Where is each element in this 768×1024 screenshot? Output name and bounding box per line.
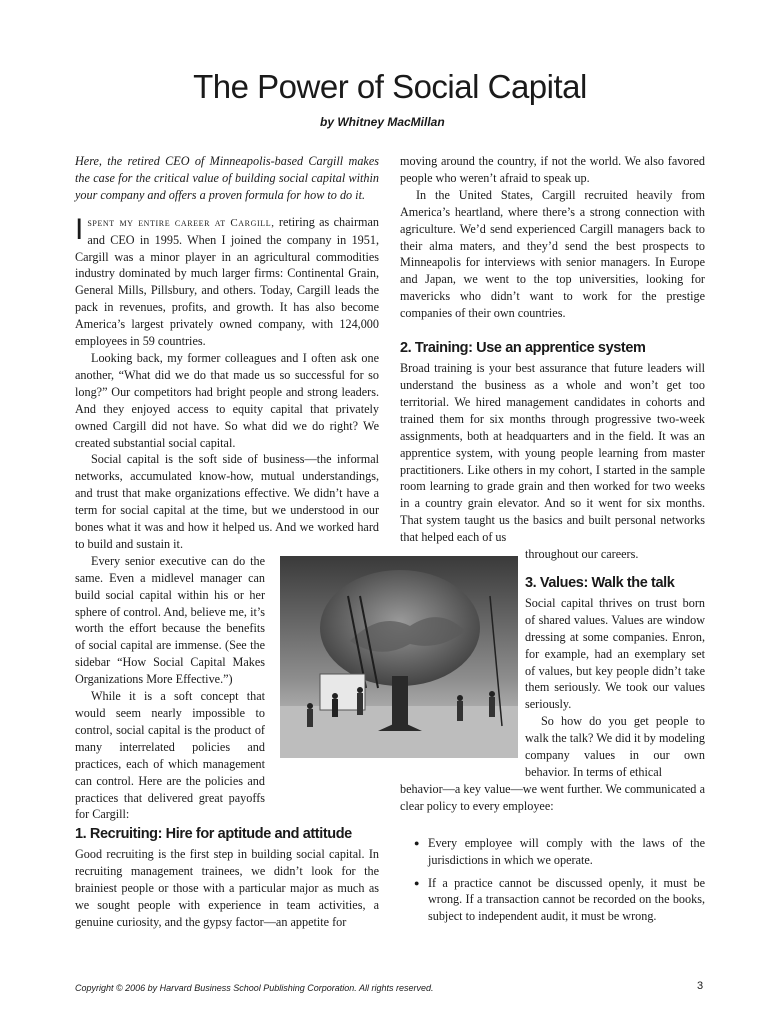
- intro-deck: Here, the retired CEO of Minneapolis-based Cargill makes the case for the critical value of building social capital within your company and offers a proven formula for how to do it.: [75, 154, 379, 202]
- article-title: The Power of Social Capital: [193, 68, 587, 105]
- section-2-heading: 2. Training: Use an apprentice system: [400, 340, 646, 357]
- paragraph-2: Looking back, my former colleagues and I often ask one another, “What did we do that made us so successful for so long?” Our competitors had bright people and strong leaders. And they enjoyed access to equity capital that privately owned Cargill did not have. So what did we do right? We created substantial social capital.: [75, 350, 379, 450]
- lead-in: spent my entire career at Cargill,: [87, 216, 275, 229]
- section-3-paragraph-2-continued: behavior—a key value—we went further. We communicated a clear policy to every employee:: [400, 781, 705, 813]
- paragraph-1: [75, 214, 379, 350]
- section-3-text: Social capital thrives on trust born of shared values. Values are window dressing at some companies. Enron, for example, had an exemplary set of values, but key people didn’t take them seriously. We took our values seriously.: [525, 595, 705, 712]
- section-3-block: [400, 575, 705, 781]
- section-2-text: Broad training is your best assurance that future leaders will understand the business as a whole and won’t get too territorial. We hired management candidates in cohorts and trained them for six months through progressive two-week assignments, both at headquarters and in the field. It was an apprentice system, with young people learning from master practitioners. Like others in my cohort, I started in the sample room learning to grade grain and then worked for two weeks in a country grain elevator. And so it went for six months. That system taught us the basics and built personal networks that helped each of us: [400, 361, 705, 545]
- section-1: [75, 826, 379, 931]
- section-3-heading: 3. Values: Walk the talk: [525, 574, 675, 591]
- paragraph-5: While it is a soft concept that would seem nearly impossible to control, social capital is the product of many interrelated policies and practices, each of which management can control. Here are the policies and practices that delivered great payoffs for Cargill:: [75, 689, 265, 822]
- section-3-paragraph-2: So how do you get people to walk the talk? We did it by modeling company values in our own behavior. In terms of ethical: [525, 714, 705, 779]
- right-paragraph-1: moving around the country, if not the world. We also favored people who weren’t afraid to speak up.: [400, 154, 705, 185]
- right-column: [400, 153, 705, 931]
- byline: by Whitney MacMillan: [320, 115, 445, 129]
- bullet-item: ● Every employee will comply with the laws of the jurisdictions in which we operate.: [400, 835, 705, 869]
- paragraph-3: Social capital is the soft side of business—the informal networks, accumulated know-how, mutual understandings, and trust that make organizations effective. We didn’t have a term for social capital at the time, but we understood in our bones what it was and how it helped us. And we worked hard to build and sustain it.: [75, 452, 379, 551]
- page-number: 3: [697, 980, 704, 992]
- right-paragraph-2: In the United States, Cargill recruited heavily from America’s heartland, where there’s a strong connection with agriculture. We’d send experienced Cargill managers back to their alma maters, and they’d send the best prospects to Minneapolis for interviews with senior managers. In Europe and Japan, we went to the top universities, looking for mavericks who didn’t want to work for the prestige companies of their own countries.: [400, 187, 705, 321]
- section-2-tail: throughout our careers.: [525, 547, 639, 562]
- bullet-item: ● If a practice cannot be discussed openly, it must be wrong. If a transaction cannot be recorded on the books, subject to independent audit, it must be wrong.: [400, 875, 705, 926]
- paragraph-4: Every senior executive can do the same. Even a midlevel manager can build social capital within his or her sphere of control. And, believe me, it’s worth the effort because the benefits of social capital are immense. (See the sidebar “How Social Capital Makes Organizations More Effective.”): [75, 553, 265, 687]
- section-1-text: Good recruiting is the first step in building social capital. In recruiting management trainees, we didn’t look for the brainiest people or those with a particular major as much as we sought people with experience in team activities, a genuine curiosity, and the gypsy factor—an appetite for: [75, 847, 379, 929]
- paragraph-5-start: [75, 688, 265, 823]
- policy-bullets: [400, 835, 705, 926]
- drop-cap: I: [75, 212, 84, 246]
- section-1-heading: 1. Recruiting: Hire for aptitude and attitude: [75, 826, 352, 842]
- copyright-footer: Copyright © 2006 by Harvard Business School Publishing Corporation. All rights reserved.: [75, 983, 434, 993]
- paragraph-1-text: retiring as chairman and CEO in 1995. When I joined the company in 1951, Cargill was a minor player in an agricultural commodities industry dominated by much larger firms: Continental Grain, General Mills, Pillsbury, and others. Today, Cargill leads the pack in revenues, profits, and growth. It has also become America’s largest privately owned company, with 124,000 employees in 59 countries.: [75, 214, 379, 349]
